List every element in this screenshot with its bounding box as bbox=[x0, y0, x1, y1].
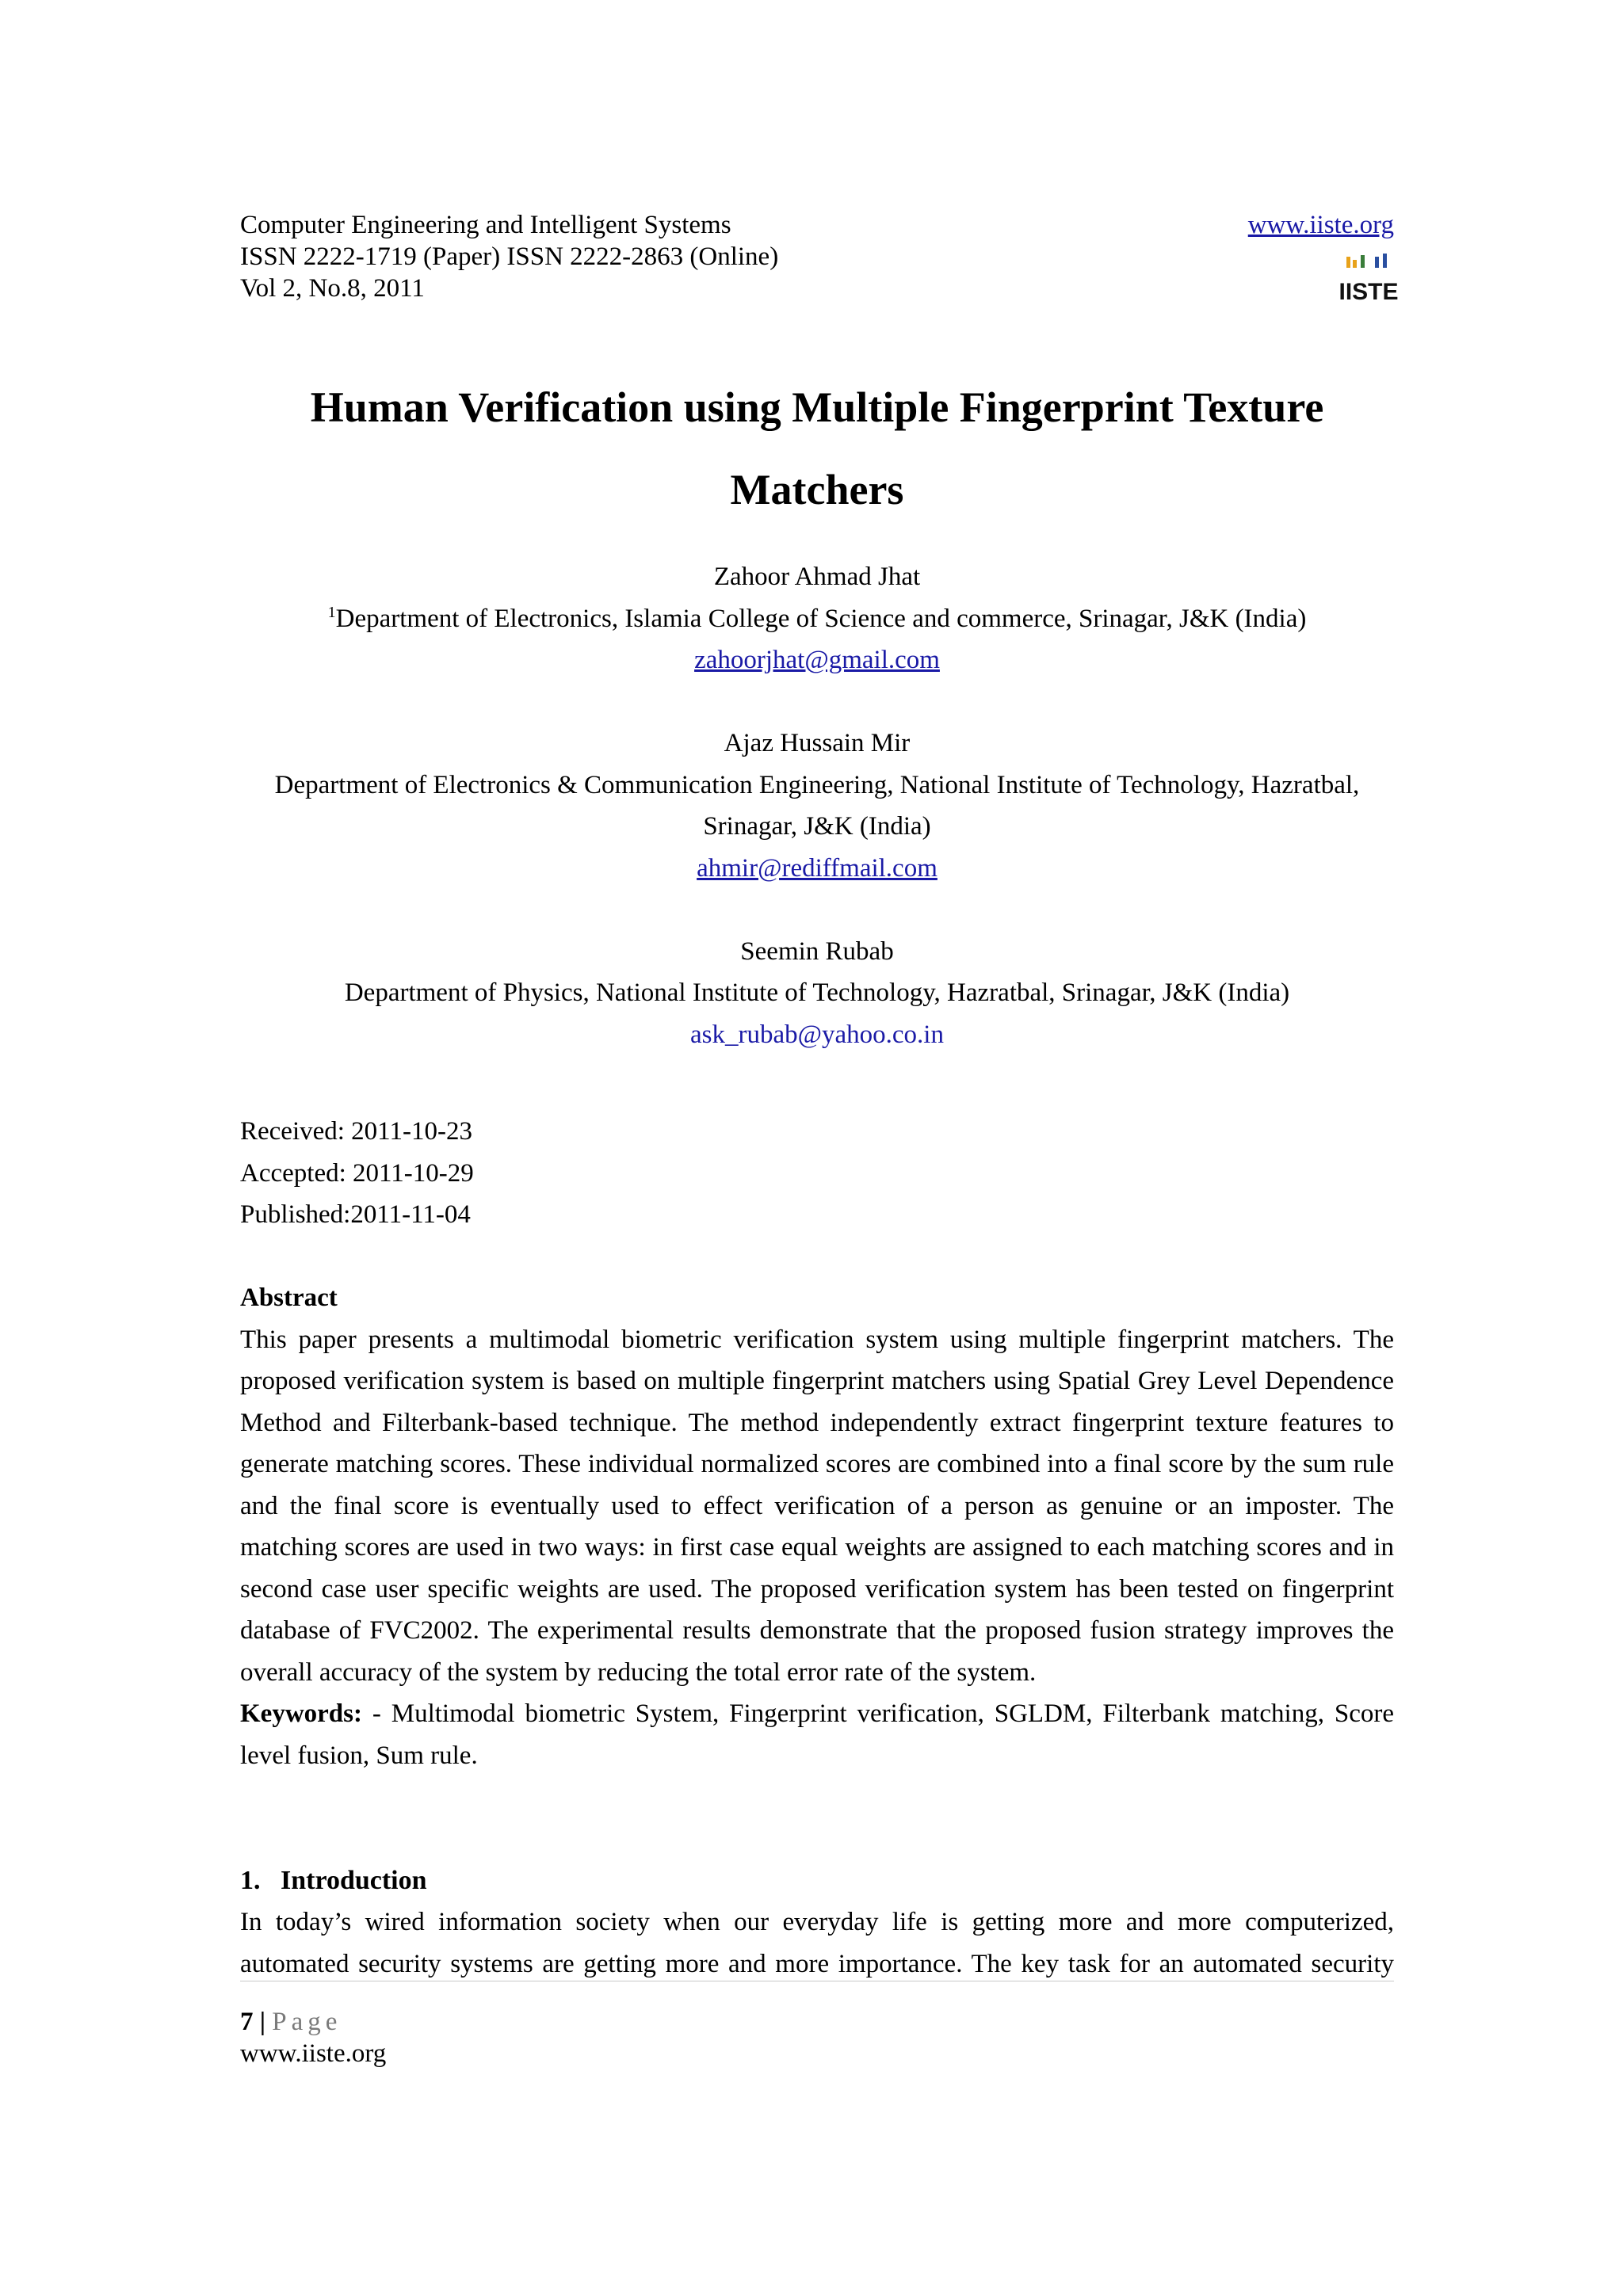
page-indicator bbox=[240, 2006, 386, 2038]
author-name: Ajaz Hussain Mir bbox=[724, 729, 911, 757]
abstract-text: This paper presents a multimodal biometric verification system using multiple fingerprint matchers. The proposed verification system is based on multiple fingerprint matchers using Spatial Grey Level Dependence Method and Filterbank-based technique. The method independently extract fingerprint texture features to generate matching scores. These individual normalized scores are combined into a final score by the sum rule and the final score is eventually used to effect verification of a person as genuine or an imposter. The matching scores are used in two ways: in first case equal weights are assigned to each matching scores and in second case user specific weights are used. The proposed verification system has been tested on fingerprint database of FVC2002. The experimental results demonstrate that the proposed fusion strategy improves the overall accuracy of the system by reducing the total error rate of the system. bbox=[240, 1325, 1394, 1687]
author-email-link[interactable]: ahmir@rediffmail.com bbox=[697, 853, 938, 883]
author-name: Seemin Rubab bbox=[740, 936, 894, 966]
author-email[interactable]: ask_rubab@yahoo.co.in bbox=[690, 1020, 944, 1049]
published-date: Published:2011-11-04 bbox=[240, 1200, 471, 1229]
author-affiliation: Department of Electronics & Communication Engineering, National Institute of Technology, Hazratbal, bbox=[274, 770, 1360, 799]
page-number: 7 bbox=[240, 2008, 254, 2036]
introduction-line: In today’s wired information society when our everyday life is getting more and more computerized, bbox=[240, 1908, 1394, 1936]
author-name: Zahoor Ahmad Jhat bbox=[713, 563, 921, 591]
introduction-heading: 1. Introduction bbox=[240, 1866, 427, 1895]
author-block bbox=[240, 556, 1394, 681]
page-word: Page bbox=[272, 2008, 342, 2036]
accepted-date: Accepted: 2011-10-29 bbox=[240, 1158, 474, 1188]
page-separator: | bbox=[259, 2008, 266, 2036]
paper-title: Human Verification using Multiple Fingerprint Texture Matchers bbox=[310, 383, 1324, 513]
author-block bbox=[240, 931, 1394, 1056]
introduction-section bbox=[240, 1860, 1394, 1985]
keywords-text: - Multimodal biometric System, Fingerprint verification, SGLDM, Filterbank matching, Score level fusion, Sum rule. bbox=[240, 1699, 1394, 1770]
received-date: Received: 2011-10-23 bbox=[240, 1117, 472, 1146]
volume-line: Vol 2, No.8, 2011 bbox=[240, 274, 425, 303]
issn-line: ISSN 2222-1719 (Paper) ISSN 2222-2863 (Online) bbox=[240, 242, 779, 271]
footer-site: www.iiste.org bbox=[240, 2039, 387, 2068]
author-email-link[interactable]: zahoorjhat@gmail.com bbox=[694, 646, 940, 674]
author-block bbox=[240, 723, 1394, 889]
iiste-logo-icon bbox=[1338, 254, 1399, 305]
journal-header bbox=[240, 209, 1399, 305]
author-list bbox=[240, 556, 1394, 1097]
keywords bbox=[240, 1693, 1394, 1776]
logo-lettering: IISTE bbox=[1338, 279, 1399, 305]
abstract-section bbox=[240, 1277, 1394, 1776]
author-affiliation: $^1$Department of Electronics, Islamia College of Science and commerce, Srinagar, J&K (India) bbox=[327, 603, 1307, 633]
site-link[interactable]: www.iiste.org bbox=[1247, 211, 1394, 239]
abstract-heading: Abstract bbox=[240, 1283, 338, 1312]
page-footer bbox=[240, 2006, 386, 2069]
keywords-label: Keywords: bbox=[240, 1699, 362, 1728]
affiliation-superscript: 1 bbox=[327, 603, 336, 621]
journal-name: Computer Engineering and Intelligent Systems bbox=[240, 211, 731, 239]
author-affiliation: Department of Physics, National Institute of Technology, Hazratbal, Srinagar, J&K (India) bbox=[344, 978, 1290, 1007]
publication-dates bbox=[240, 1111, 474, 1236]
author-affiliation: Srinagar, J&K (India) bbox=[703, 812, 931, 841]
introduction-line: automated security systems are getting more and more importance. The key task for an automated security bbox=[240, 1949, 1394, 1978]
